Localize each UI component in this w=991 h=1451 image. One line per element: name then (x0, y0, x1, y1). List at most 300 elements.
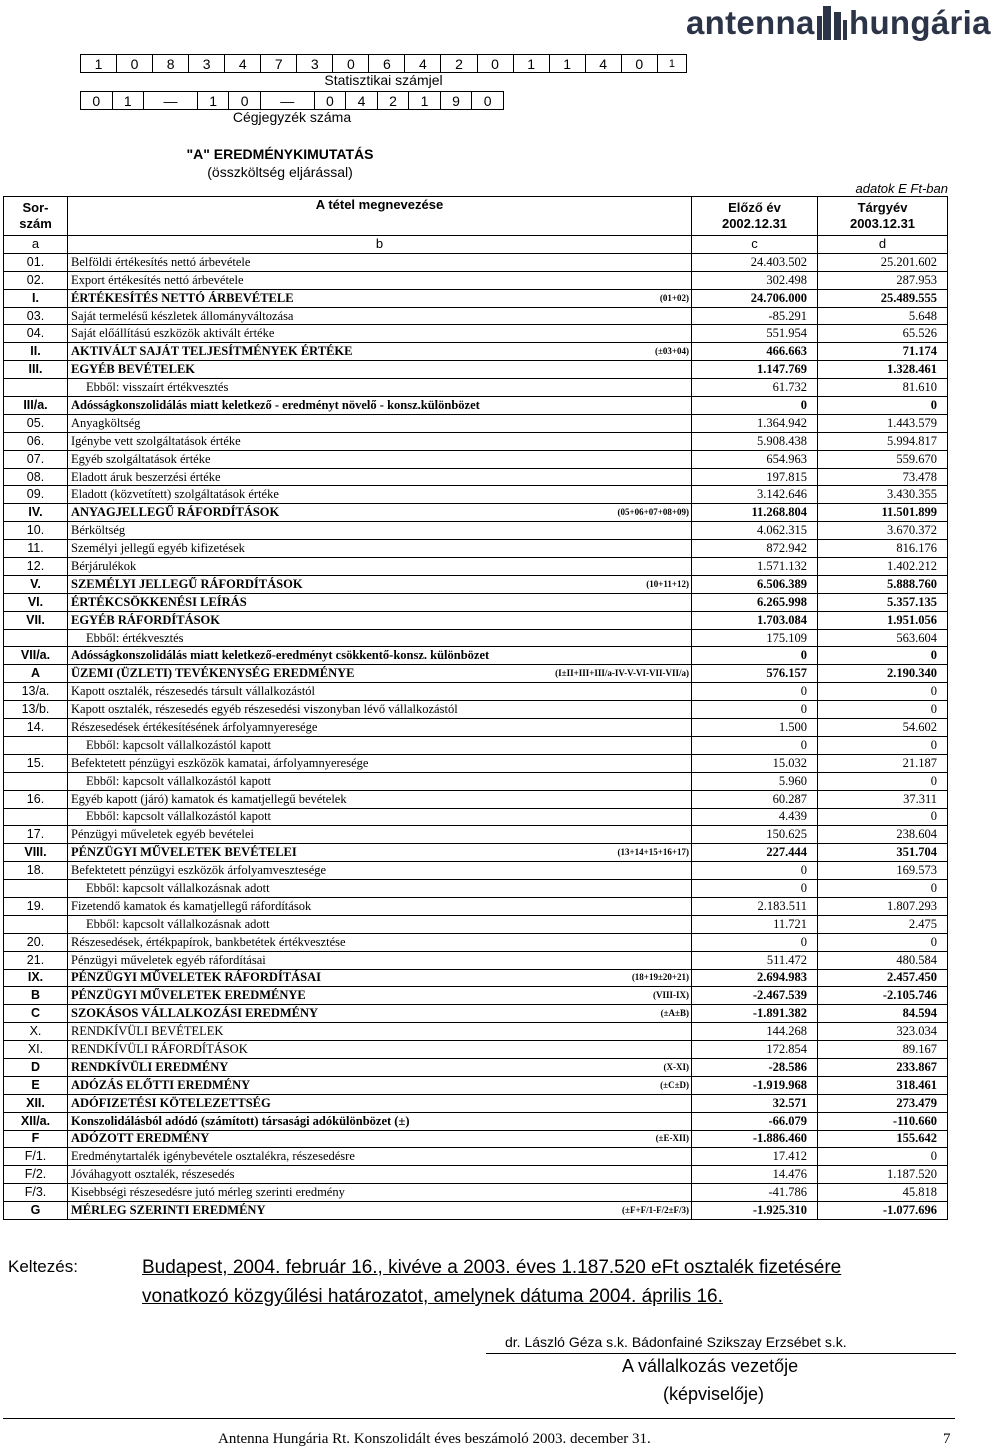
row-prev-value: 14.476 (692, 1166, 818, 1184)
row-number: II. (4, 343, 68, 361)
stat-digit: 0 (621, 55, 657, 73)
table-row (4, 790, 948, 808)
row-number: 13/a. (4, 683, 68, 701)
table-row (4, 325, 948, 343)
table-row (4, 397, 948, 415)
row-formula (468, 611, 692, 629)
row-number: B (4, 987, 68, 1005)
row-curr-value: 155.642 (818, 1130, 948, 1148)
row-name: Ebből: kapcsolt vállalkozástól kapott (68, 808, 468, 826)
row-formula (468, 361, 692, 379)
header-item-name: A tétel megnevezése (68, 197, 692, 236)
row-name: Ebből: visszaírt értékvesztés (68, 379, 468, 397)
row-curr-value: 0 (818, 1148, 948, 1166)
row-prev-value: 6.265.998 (692, 593, 818, 611)
row-formula (468, 1041, 692, 1059)
row-prev-value: 1.703.084 (692, 611, 818, 629)
row-formula: (X-XI) (468, 1058, 692, 1076)
table-row (4, 1130, 948, 1148)
letter-b: b (68, 236, 692, 254)
row-name: Személyi jellegű egyéb kifizetések (68, 540, 468, 558)
row-curr-value: 45.818 (818, 1184, 948, 1202)
row-prev-value: 0 (692, 397, 818, 415)
row-formula: (VIII-IX) (468, 987, 692, 1005)
stat-digit: 0 (477, 55, 513, 73)
row-number: 21. (4, 951, 68, 969)
row-curr-value: 5.994.817 (818, 432, 948, 450)
row-prev-value: 227.444 (692, 844, 818, 862)
row-formula (468, 701, 692, 719)
row-curr-value: 2.475 (818, 915, 948, 933)
stat-digit: 1 (549, 55, 585, 73)
company-reg-box (80, 91, 504, 110)
stat-digit: 1 (657, 55, 686, 73)
row-number: III. (4, 361, 68, 379)
row-name: Ebből: értékvesztés (68, 629, 468, 647)
row-prev-value: 15.032 (692, 754, 818, 772)
row-formula (468, 1148, 692, 1166)
reg-digit: 1 (112, 92, 144, 110)
row-name: Export értékesítés nettó árbevétele (68, 271, 468, 289)
table-row (4, 1112, 948, 1130)
row-formula (468, 307, 692, 325)
row-curr-value: 563.604 (818, 629, 948, 647)
table-row (4, 432, 948, 450)
stat-digit: 4 (225, 55, 261, 73)
row-curr-value: 1.807.293 (818, 897, 948, 915)
row-prev-value: 150.625 (692, 826, 818, 844)
table-row (4, 307, 948, 325)
row-name: AKTIVÁLT SAJÁT TELJESÍTMÉNYEK ÉRTÉKE (68, 343, 468, 361)
row-curr-value: 233.867 (818, 1058, 948, 1076)
table-row (4, 754, 948, 772)
row-name: RENDKÍVÜLI EREDMÉNY (68, 1058, 468, 1076)
row-prev-value: 175.109 (692, 629, 818, 647)
table-row (4, 772, 948, 790)
stat-digit: 0 (333, 55, 369, 73)
row-prev-value: 4.062.315 (692, 522, 818, 540)
stat-digit: 1 (513, 55, 549, 73)
row-name: Anyagköltség (68, 414, 468, 432)
title-line1: "A" EREDMÉNYKIMUTATÁS (186, 146, 374, 162)
row-curr-value: 0 (818, 880, 948, 898)
header-sorszam (4, 197, 68, 236)
row-name: Igénybe vett szolgáltatások értéke (68, 432, 468, 450)
company-reg-caption: Cégjegyzék száma (232, 109, 352, 125)
row-formula (468, 790, 692, 808)
row-number: 01. (4, 253, 68, 271)
row-name: Belföldi értékesítés nettó árbevétele (68, 253, 468, 271)
table-row (4, 915, 948, 933)
stat-digit: 3 (189, 55, 225, 73)
row-name: Saját termelésű készletek állományváltozása (68, 307, 468, 325)
row-prev-value: -1.886.460 (692, 1130, 818, 1148)
row-formula (468, 880, 692, 898)
row-prev-value: 1.364.942 (692, 414, 818, 432)
row-curr-value: 1.951.056 (818, 611, 948, 629)
row-prev-value: 172.854 (692, 1041, 818, 1059)
table-row (4, 933, 948, 951)
row-number (4, 736, 68, 754)
header-sor-text: Sor- (22, 200, 49, 215)
row-prev-value: 466.663 (692, 343, 818, 361)
row-curr-value: 2.457.450 (818, 969, 948, 987)
row-name: SZEMÉLYI JELLEGŰ RÁFORDÍTÁSOK (68, 575, 468, 593)
table-row (4, 522, 948, 540)
logo-text-right: hungária (849, 4, 991, 41)
row-number: 15. (4, 754, 68, 772)
row-prev-value: 24.706.000 (692, 289, 818, 307)
row-curr-value: 1.443.579 (818, 414, 948, 432)
row-name: Pénzügyi műveletek egyéb ráfordításai (68, 951, 468, 969)
row-name: Egyéb szolgáltatások értéke (68, 450, 468, 468)
row-name: ANYAGJELLEGŰ RÁFORDÍTÁSOK (68, 504, 468, 522)
row-formula (468, 271, 692, 289)
row-curr-value: 238.604 (818, 826, 948, 844)
company-logo (686, 2, 991, 44)
row-prev-value: 0 (692, 880, 818, 898)
stat-number-caption: Statisztikai számjel (324, 72, 443, 88)
row-formula (468, 683, 692, 701)
row-curr-value: 1.187.520 (818, 1166, 948, 1184)
table-row (4, 379, 948, 397)
row-number (4, 808, 68, 826)
title-line2: (összköltség eljárással) (207, 164, 353, 180)
row-prev-value: 60.287 (692, 790, 818, 808)
row-prev-value: 0 (692, 701, 818, 719)
footer-divider (3, 1418, 955, 1419)
row-name: MÉRLEG SZERINTI EREDMÉNY (68, 1202, 468, 1220)
column-letters-row (4, 236, 948, 254)
row-name: SZOKÁSOS VÁLLALKOZÁSI EREDMÉNY (68, 1005, 468, 1023)
table-row (4, 1184, 948, 1202)
stat-digit: 1 (81, 55, 117, 73)
stat-digit: 8 (153, 55, 189, 73)
row-name: EGYÉB BEVÉTELEK (68, 361, 468, 379)
table-row (4, 1058, 948, 1076)
row-name: PÉNZÜGYI MŰVELETEK EREDMÉNYE (68, 987, 468, 1005)
reg-digit: 0 (314, 92, 346, 110)
row-curr-value: 169.573 (818, 862, 948, 880)
row-formula: (±F+F/1-F/2±F/3) (468, 1202, 692, 1220)
table-row (4, 486, 948, 504)
row-curr-value: 3.670.372 (818, 522, 948, 540)
row-number: 18. (4, 862, 68, 880)
row-formula (468, 325, 692, 343)
row-formula (468, 736, 692, 754)
row-curr-value: 1.328.461 (818, 361, 948, 379)
row-curr-value: 54.602 (818, 719, 948, 737)
row-formula: (±03+04) (468, 343, 692, 361)
row-number: XII/a. (4, 1112, 68, 1130)
row-curr-value: 25.201.602 (818, 253, 948, 271)
table-row (4, 897, 948, 915)
reg-digit: 4 (346, 92, 378, 110)
row-curr-value: 5.357.135 (818, 593, 948, 611)
row-name: Adósságkonszolidálás miatt keletkező-eredményt csökkentő-konsz. különbözet (68, 647, 468, 665)
row-prev-value: 872.942 (692, 540, 818, 558)
row-prev-value: 11.721 (692, 915, 818, 933)
table-row (4, 826, 948, 844)
row-name: Adósságkonszolidálás miatt keletkező - eredményt növelő - konsz.különbözet (68, 397, 468, 415)
row-name: ADÓZÁS ELŐTTI EREDMÉNY (68, 1076, 468, 1094)
row-formula (468, 719, 692, 737)
row-curr-value: 480.584 (818, 951, 948, 969)
header-curr-date: 2003.12.31 (849, 216, 916, 231)
row-formula (468, 647, 692, 665)
row-prev-value: 2.183.511 (692, 897, 818, 915)
row-number: F/3. (4, 1184, 68, 1202)
row-prev-value: 61.732 (692, 379, 818, 397)
table-row (4, 271, 948, 289)
row-formula (468, 379, 692, 397)
table-row (4, 1076, 948, 1094)
row-curr-value: 81.610 (818, 379, 948, 397)
row-curr-value: 37.311 (818, 790, 948, 808)
table-row (4, 1166, 948, 1184)
row-formula: (±C±D) (468, 1076, 692, 1094)
row-number: 07. (4, 450, 68, 468)
row-prev-value: -85.291 (692, 307, 818, 325)
row-curr-value: 21.187 (818, 754, 948, 772)
row-curr-value: -110.660 (818, 1112, 948, 1130)
signers: dr. László Géza s.k. Bádonfainé Szikszay Erzsébet s.k. (505, 1334, 847, 1350)
row-formula: (I±II+III+III/a-IV-V-VI-VII-VII/a) (468, 665, 692, 683)
row-formula (468, 1112, 692, 1130)
row-name: Befektetett pénzügyi eszközök kamatai, árfolyamnyeresége (68, 754, 468, 772)
row-name: ADÓFIZETÉSI KÖTELEZETTSÉG (68, 1094, 468, 1112)
unit-label: adatok E Ft-ban (855, 181, 948, 196)
row-number: G (4, 1202, 68, 1220)
row-formula (468, 450, 692, 468)
row-formula: (01+02) (468, 289, 692, 307)
row-name: Kapott osztalék, részesedés egyéb részesedési viszonyban lévő vállalkozástól (68, 701, 468, 719)
row-formula (468, 1184, 692, 1202)
row-curr-value: 287.953 (818, 271, 948, 289)
table-row (4, 450, 948, 468)
row-number: 14. (4, 719, 68, 737)
row-number: 02. (4, 271, 68, 289)
row-formula: (13+14+15+16+17) (468, 844, 692, 862)
table-row (4, 1023, 948, 1041)
row-formula (468, 915, 692, 933)
page-number: 7 (943, 1431, 951, 1447)
row-formula (468, 414, 692, 432)
row-curr-value: 0 (818, 701, 948, 719)
reg-digit: — (260, 92, 314, 110)
letter-c: c (692, 236, 818, 254)
row-number: 03. (4, 307, 68, 325)
row-number: 09. (4, 486, 68, 504)
row-formula (468, 522, 692, 540)
row-prev-value: -28.586 (692, 1058, 818, 1076)
row-curr-value: 5.648 (818, 307, 948, 325)
row-curr-value: 0 (818, 808, 948, 826)
stat-digit: 2 (441, 55, 477, 73)
row-number: VII/a. (4, 647, 68, 665)
row-curr-value: 2.190.340 (818, 665, 948, 683)
row-prev-value: 2.694.983 (692, 969, 818, 987)
row-curr-value: 5.888.760 (818, 575, 948, 593)
row-prev-value: 11.268.804 (692, 504, 818, 522)
reg-digit: 9 (440, 92, 472, 110)
row-name: Ebből: kapcsolt vállalkozástól kapott (68, 736, 468, 754)
letter-d: d (818, 236, 948, 254)
row-name: Ebből: kapcsolt vállalkozásnak adott (68, 880, 468, 898)
page-title (100, 145, 460, 181)
row-prev-value: 654.963 (692, 450, 818, 468)
row-number (4, 915, 68, 933)
row-formula: (10+11+12) (468, 575, 692, 593)
row-prev-value: 5.960 (692, 772, 818, 790)
table-row (4, 719, 948, 737)
row-number: 17. (4, 826, 68, 844)
reg-digit: 0 (81, 92, 113, 110)
row-formula (468, 808, 692, 826)
row-name: Kisebbségi részesedésre jutó mérleg szerinti eredmény (68, 1184, 468, 1202)
row-name: Jóváhagyott osztalék, részesedés (68, 1166, 468, 1184)
row-formula (468, 1166, 692, 1184)
row-prev-value: 0 (692, 736, 818, 754)
row-name: Kapott osztalék, részesedés társult vállalkozástól (68, 683, 468, 701)
row-prev-value: 1.500 (692, 719, 818, 737)
reg-digit: — (144, 92, 198, 110)
table-row (4, 1094, 948, 1112)
row-name: Bérköltség (68, 522, 468, 540)
row-prev-value: -41.786 (692, 1184, 818, 1202)
date-line2: vonatkozó közgyűlési határozatot, amelynek dátuma 2004. április 16. (142, 1286, 723, 1307)
letter-a: a (4, 236, 68, 254)
table-row (4, 880, 948, 898)
row-prev-value: -1.891.382 (692, 1005, 818, 1023)
row-prev-value: 4.439 (692, 808, 818, 826)
row-prev-value: 0 (692, 933, 818, 951)
row-curr-value: -1.077.696 (818, 1202, 948, 1220)
row-curr-value: 816.176 (818, 540, 948, 558)
row-formula (468, 772, 692, 790)
header-curr-text: Tárgyév (857, 200, 908, 215)
table-row (4, 701, 948, 719)
table-row (4, 611, 948, 629)
table-row (4, 862, 948, 880)
row-curr-value: 0 (818, 933, 948, 951)
table-row (4, 808, 948, 826)
row-number: F (4, 1130, 68, 1148)
row-prev-value: 3.142.646 (692, 486, 818, 504)
row-number: VI. (4, 593, 68, 611)
row-name: Bérjárulékok (68, 558, 468, 576)
row-name: Befektetett pénzügyi eszközök árfolyamvesztesége (68, 862, 468, 880)
row-number: 20. (4, 933, 68, 951)
row-name: RENDKÍVÜLI RÁFORDÍTÁSOK (68, 1041, 468, 1059)
row-name: Konszolidálásból adódó (számított) társasági adókülönbözet (±) (68, 1112, 468, 1130)
row-name: Eladott áruk beszerzési értéke (68, 468, 468, 486)
table-row (4, 504, 948, 522)
logo-text-left: antenna (686, 4, 815, 41)
header-prev-text: Előző év (728, 200, 781, 215)
row-number: 08. (4, 468, 68, 486)
stat-number-box (80, 54, 687, 73)
row-formula (468, 897, 692, 915)
row-curr-value: -2.105.746 (818, 987, 948, 1005)
row-number: F/2. (4, 1166, 68, 1184)
row-name: Ebből: kapcsolt vállalkozásnak adott (68, 915, 468, 933)
row-number: XII. (4, 1094, 68, 1112)
reg-digit: 1 (197, 92, 229, 110)
row-prev-value: 17.412 (692, 1148, 818, 1166)
row-formula (468, 951, 692, 969)
table-row (4, 1005, 948, 1023)
row-name: RENDKÍVÜLI BEVÉTELEK (68, 1023, 468, 1041)
row-number (4, 379, 68, 397)
row-curr-value: 0 (818, 647, 948, 665)
row-number: XI. (4, 1041, 68, 1059)
row-curr-value: 3.430.355 (818, 486, 948, 504)
table-row (4, 987, 948, 1005)
signer-role-note: (képviselője) (663, 1384, 765, 1404)
row-number: 04. (4, 325, 68, 343)
row-prev-value: 551.954 (692, 325, 818, 343)
row-formula (468, 826, 692, 844)
row-name: Részesedések, értékpapírok, bankbetétek értékvesztése (68, 933, 468, 951)
table-row (4, 593, 948, 611)
row-name: Saját előállítású eszközök aktivált értéke (68, 325, 468, 343)
row-prev-value: 0 (692, 683, 818, 701)
row-curr-value: 0 (818, 736, 948, 754)
row-prev-value: 0 (692, 647, 818, 665)
row-prev-value: -1.925.310 (692, 1202, 818, 1220)
row-formula (468, 253, 692, 271)
table-row (4, 736, 948, 754)
table-row (4, 969, 948, 987)
row-name: Ebből: kapcsolt vállalkozástól kapott (68, 772, 468, 790)
row-curr-value: 318.461 (818, 1076, 948, 1094)
date-text (142, 1253, 942, 1311)
row-number (4, 629, 68, 647)
reg-digit: 0 (229, 92, 261, 110)
row-formula (468, 1023, 692, 1041)
row-number (4, 772, 68, 790)
table-row (4, 414, 948, 432)
table-row (4, 540, 948, 558)
date-line1: Budapest, 2004. február 16., kivéve a 2003. éves 1.187.520 eFt osztalék fizetésére (142, 1257, 842, 1278)
row-number: 06. (4, 432, 68, 450)
row-formula (468, 593, 692, 611)
table-row (4, 1202, 948, 1220)
table-row (4, 361, 948, 379)
row-curr-value: 323.034 (818, 1023, 948, 1041)
row-curr-value: 73.478 (818, 468, 948, 486)
row-name: PÉNZÜGYI MŰVELETEK RÁFORDÍTÁSAI (68, 969, 468, 987)
row-number: I. (4, 289, 68, 307)
row-number: IV. (4, 504, 68, 522)
row-prev-value: 576.157 (692, 665, 818, 683)
reg-digit: 1 (409, 92, 441, 110)
row-prev-value: 5.908.438 (692, 432, 818, 450)
row-number: A (4, 665, 68, 683)
table-row (4, 1041, 948, 1059)
row-curr-value: 1.402.212 (818, 558, 948, 576)
header-prev-year (692, 197, 818, 236)
row-number: 12. (4, 558, 68, 576)
row-curr-value: 273.479 (818, 1094, 948, 1112)
row-prev-value: 0 (692, 862, 818, 880)
row-prev-value: 197.815 (692, 468, 818, 486)
table-row (4, 647, 948, 665)
row-prev-value: 32.571 (692, 1094, 818, 1112)
table-row (4, 468, 948, 486)
signer-role: A vállalkozás vezetője (622, 1356, 799, 1376)
